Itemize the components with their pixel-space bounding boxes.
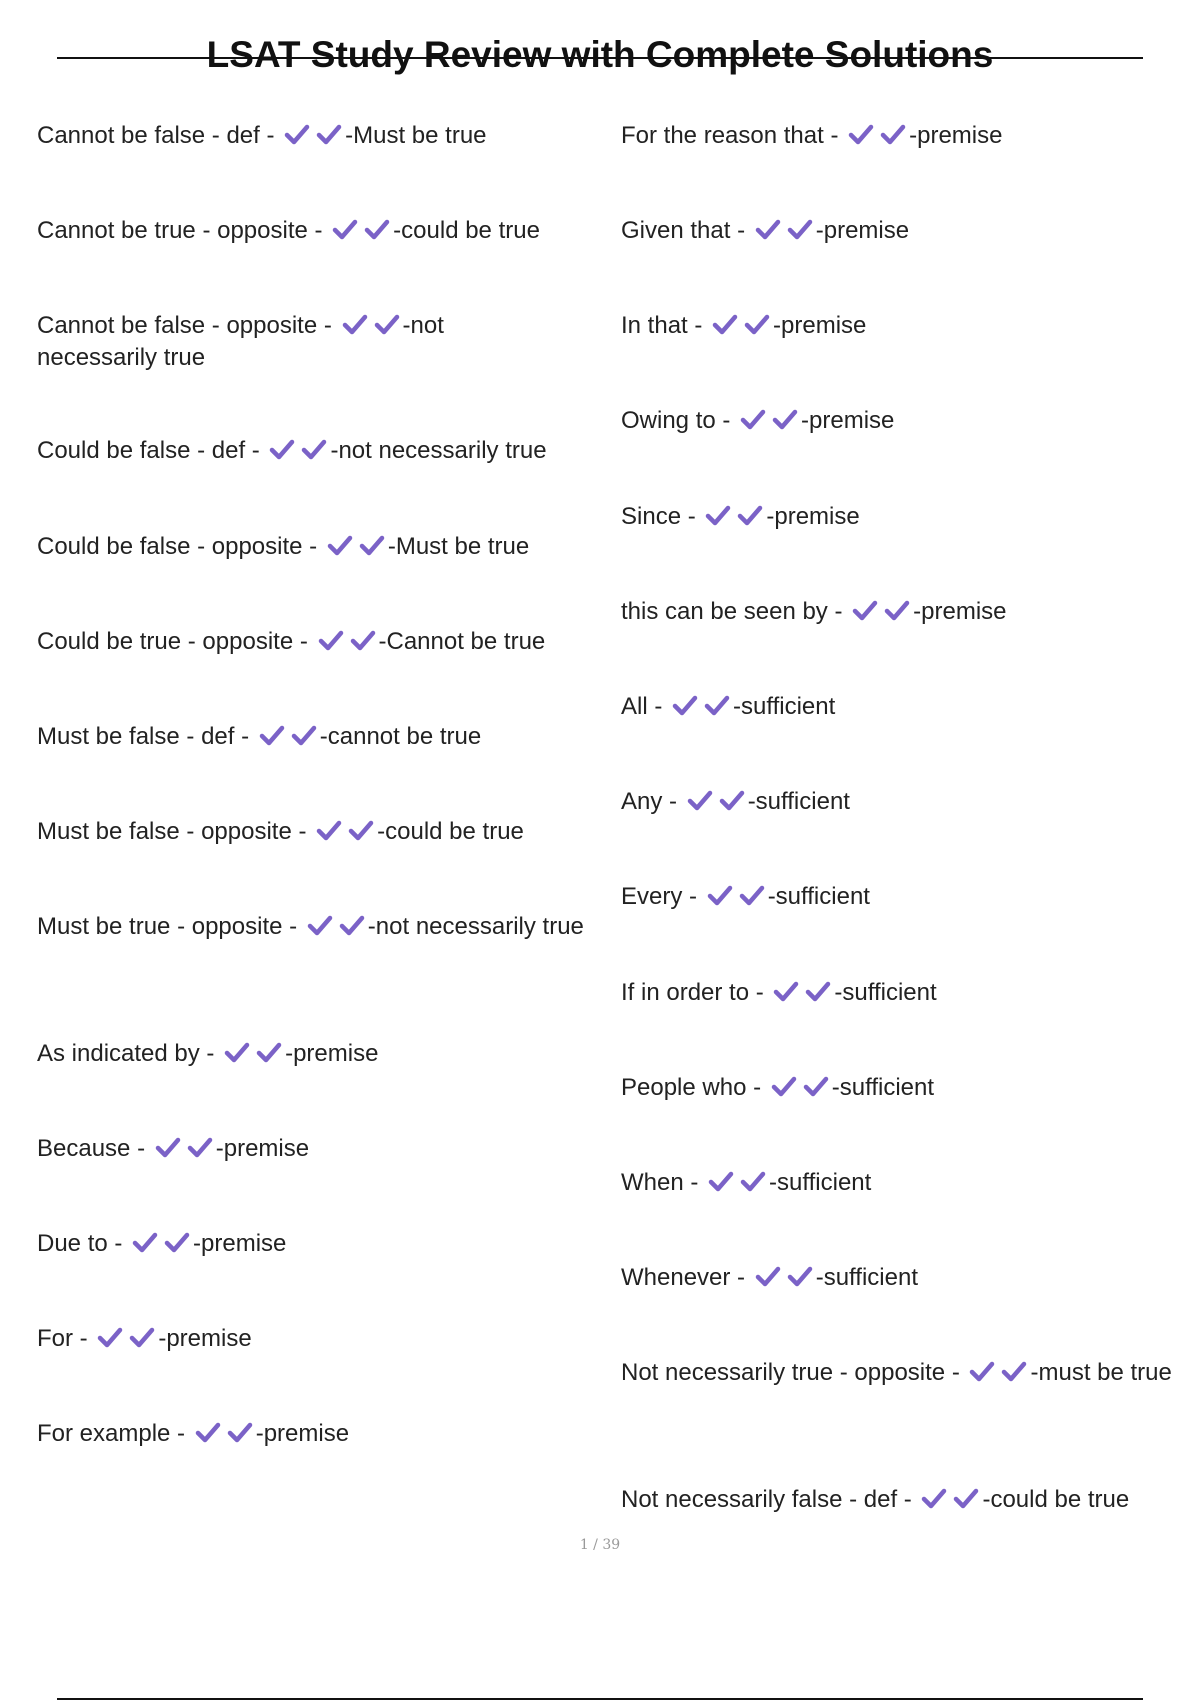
entry-answer: -premise — [773, 312, 867, 339]
entry-answer: -sufficient — [767, 883, 870, 910]
entry-answer: -sufficient — [733, 693, 836, 720]
checkmark-icon — [851, 599, 879, 623]
checkmark-icon — [754, 1265, 782, 1289]
checkmark-icon — [347, 819, 375, 843]
checkmark-icon — [786, 218, 814, 242]
checkmark-icon — [326, 534, 354, 558]
checkmark-icon — [131, 1231, 159, 1255]
entry-answer: -premise — [913, 598, 1007, 625]
checkmark-icon — [186, 1136, 214, 1160]
entry-answer: -not necessarily true — [330, 437, 547, 464]
checkmark-icon — [255, 1041, 283, 1065]
entry-answer: -premise — [158, 1325, 252, 1352]
checkmark-icon — [300, 438, 328, 462]
entry-answer: -sufficient — [769, 1169, 872, 1196]
entry-term: For the reason that - — [621, 122, 846, 149]
entry-answer: -premise — [285, 1040, 379, 1067]
checkmark-icon — [268, 438, 296, 462]
entry-term: Could be true - opposite - — [37, 628, 315, 655]
entry — [37, 1418, 597, 1450]
checkmark-icon — [847, 123, 875, 147]
entry — [621, 1357, 1191, 1389]
entry-answer: -premise — [215, 1135, 310, 1162]
entry-term: Cannot be false - opposite - — [37, 312, 339, 339]
entry — [621, 977, 1191, 1009]
entry-answer: -premise — [815, 217, 910, 244]
entry-answer: -premise — [801, 407, 895, 434]
entry-term: Must be false - def - — [37, 723, 256, 750]
checkmark-icon — [707, 1170, 735, 1194]
checkmark-icon — [373, 313, 401, 337]
entry-answer: -could be true — [982, 1486, 1130, 1513]
entry-term: this can be seen by - — [621, 598, 850, 625]
checkmark-icon — [358, 534, 386, 558]
entry-term: Could be false - opposite - — [37, 533, 324, 560]
checkmark-icon — [883, 599, 911, 623]
entry-term: Any - — [621, 788, 684, 815]
entry-term: All - — [621, 693, 669, 720]
checkmark-icon — [771, 408, 799, 432]
entry — [37, 310, 507, 374]
entry — [621, 120, 1191, 152]
checkmark-icon — [290, 724, 318, 748]
entry-term: When - — [621, 1169, 706, 1196]
entry-term: Because - — [37, 1135, 152, 1162]
entry-term: Due to - — [37, 1230, 130, 1257]
entry-answer: -could be true — [377, 818, 524, 845]
entry-term: Not necessarily false - def - — [621, 1486, 919, 1513]
entry-term: For - — [37, 1325, 95, 1352]
entry — [621, 596, 1191, 628]
entry-term: Every - — [621, 883, 704, 910]
entry-term: Cannot be false - def - — [37, 122, 282, 149]
entry — [37, 1038, 597, 1070]
checkmark-icon — [154, 1136, 182, 1160]
checkmark-icon — [754, 218, 782, 242]
checkmark-icon — [283, 123, 311, 147]
checkmark-icon — [96, 1326, 124, 1350]
entry-answer: -Cannot be true — [378, 628, 546, 655]
checkmark-icon — [338, 914, 366, 938]
page-number: 1 / 39 — [579, 1537, 621, 1553]
entry-term: Could be false - def - — [37, 437, 267, 464]
entry — [621, 691, 1191, 723]
entry — [621, 501, 1191, 533]
entry-answer: -sufficient — [815, 1264, 918, 1291]
entry-answer: -could be true — [393, 217, 540, 244]
checkmark-icon — [718, 789, 746, 813]
entry-answer: -not necessarily true — [367, 913, 584, 940]
checkmark-icon — [802, 1075, 830, 1099]
checkmark-icon — [711, 313, 739, 337]
checkmark-icon — [804, 980, 832, 1004]
checkmark-icon — [968, 1360, 996, 1384]
entry-answer: -premise — [909, 122, 1003, 149]
entry — [37, 1133, 597, 1165]
checkmark-icon — [363, 218, 391, 242]
entry-answer: -Must be true — [345, 122, 487, 149]
entry-answer: -premise — [766, 503, 860, 530]
checkmark-icon — [743, 313, 771, 337]
entry-term: Since - — [621, 503, 703, 530]
checkmark-icon — [952, 1487, 980, 1511]
entry-answer: -sufficient — [747, 788, 850, 815]
entry — [621, 1262, 1191, 1294]
entry-term: If in order to - — [621, 979, 771, 1006]
entry — [621, 310, 1191, 342]
entry — [37, 816, 597, 848]
entry — [621, 405, 1191, 437]
checkmark-icon — [194, 1421, 222, 1445]
entry-answer: -sufficient — [834, 979, 937, 1006]
checkmark-icon — [306, 914, 334, 938]
entry — [621, 1167, 1191, 1199]
checkmark-icon — [738, 884, 766, 908]
checkmark-icon — [226, 1421, 254, 1445]
checkmark-icon — [772, 980, 800, 1004]
checkmark-icon — [341, 313, 369, 337]
entry-term: As indicated by - — [37, 1040, 222, 1067]
entry-term: People who - — [621, 1074, 768, 1101]
checkmark-icon — [879, 123, 907, 147]
entry-answer: -sufficient — [831, 1074, 935, 1101]
checkmark-icon — [223, 1041, 251, 1065]
entry — [621, 215, 1191, 247]
entry — [37, 626, 597, 658]
entry — [621, 881, 1191, 913]
checkmark-icon — [258, 724, 286, 748]
entry-answer: -Must be true — [387, 533, 530, 560]
entry-term: Not necessarily true - opposite - — [621, 1359, 967, 1386]
checkmark-icon — [315, 819, 343, 843]
checkmark-icon — [920, 1487, 948, 1511]
entry-answer: -premise — [193, 1230, 287, 1257]
checkmark-icon — [770, 1075, 798, 1099]
checkmark-icon — [349, 629, 377, 653]
document-title: LSAT Study Review with Complete Solutions — [206, 34, 994, 75]
entry-answer: -cannot be true — [319, 723, 482, 750]
entry — [621, 1484, 1191, 1516]
checkmark-icon — [128, 1326, 156, 1350]
checkmark-icon — [1000, 1360, 1028, 1384]
entry — [37, 1323, 597, 1355]
checkmark-icon — [704, 504, 732, 528]
entry-term: Must be false - opposite - — [37, 818, 314, 845]
entry-term: Given that - — [621, 217, 752, 244]
checkmark-icon — [331, 218, 359, 242]
checkmark-icon — [317, 629, 345, 653]
entry-answer: -premise — [255, 1420, 350, 1447]
entry — [37, 531, 597, 563]
entry — [37, 435, 597, 467]
entry — [37, 215, 597, 247]
checkmark-icon — [706, 884, 734, 908]
checkmark-icon — [739, 408, 767, 432]
entry-term: In that - — [621, 312, 710, 339]
checkmark-icon — [786, 1265, 814, 1289]
entry — [37, 1228, 597, 1260]
checkmark-icon — [739, 1170, 767, 1194]
entry-term: For example - — [37, 1420, 192, 1447]
entry — [37, 120, 597, 152]
checkmark-icon — [671, 694, 699, 718]
checkmark-icon — [163, 1231, 191, 1255]
entry — [37, 911, 597, 943]
entry-term: Owing to - — [621, 407, 738, 434]
checkmark-icon — [703, 694, 731, 718]
entry-term: Must be true - opposite - — [37, 913, 304, 940]
entry — [37, 721, 597, 753]
entry — [621, 1072, 1191, 1104]
entry-term: Whenever - — [621, 1264, 752, 1291]
checkmark-icon — [315, 123, 343, 147]
entry-term: Cannot be true - opposite - — [37, 217, 330, 244]
checkmark-icon — [736, 504, 764, 528]
entry-answer: -not necessarily true — [37, 312, 444, 371]
entry-answer: -must be true — [1030, 1359, 1172, 1386]
checkmark-icon — [686, 789, 714, 813]
entry — [621, 786, 1191, 818]
